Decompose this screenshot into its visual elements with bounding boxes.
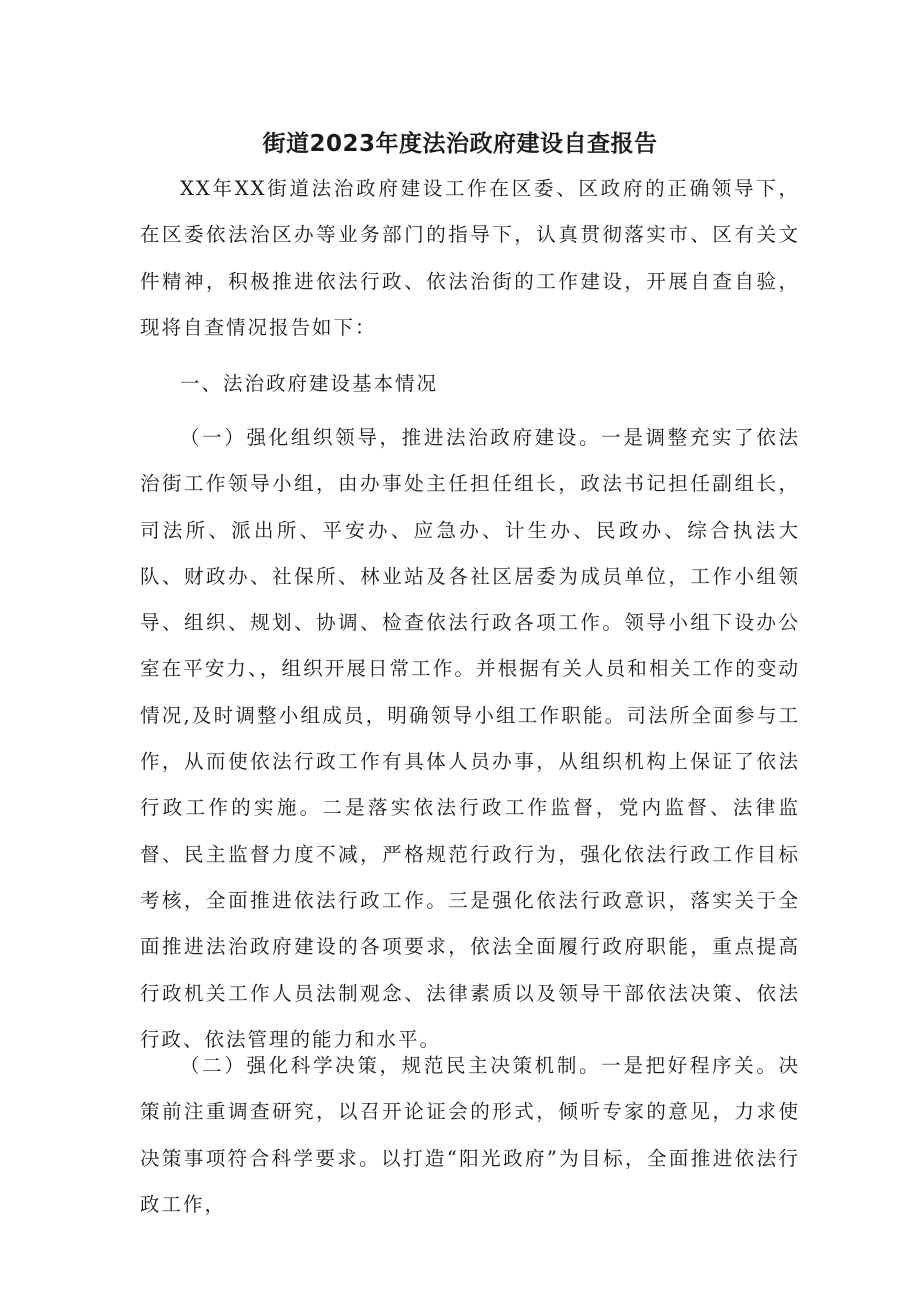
intro-paragraph: XX年XX街道法治政府建设工作在区委、区政府的正确领导下，在区委依法治区办等业务部门的指导下，认真贯彻落实市、区有关文件精神，积极推进依法行政、依法治街的工作建设，开展自查自验，现将自查情况报告如下： [140,177,800,339]
document-title: 街道2023年度法治政府建设自查报告 [262,131,658,157]
section-heading-1: 一、法治政府建设基本情况 [180,372,439,395]
subsection-paragraph-2: （二）强化科学决策，规范民主决策机制。一是把好程序关。决策前注重调查研究，以召开论证会的形式，倾听专家的意见，力求使决策事项符合科学要求。以打造“阳光政府”为目标，全面推进依法行政工作， [140,1054,800,1216]
subsection-paragraph-1: （一）强化组织领导，推进法治政府建设。一是调整充实了依法治街工作领导小组，由办事处主任担任组长，政法书记担任副组长，司法所、派出所、平安办、应急办、计生办、民政办、综合执法大队、财政办、社保所、林业站及各社区居委为成员单位，工作小组领导、组织、规划、协调、检查依法行政各项工作。领导小组下设办公室在平安力、，组织开展日常工作。并根据有关人员和相关工作的变动情况,及时调整小组成员，明确领导小组工作职能。司法所全面参与工作，从而使依法行政工作有具体人员办事，从组织机构上保证了依法行政工作的实施。二是落实依法行政工作监督，党内监督、法律监督、民主监督力度不减，严格规范行政行为，强化依法行政工作目标考核，全面推进依法行政工作。三是强化依法行政意识，落实关于全面推进法治政府建设的各项要求，依法全面履行政府职能，重点提高行政机关工作人员法制观念、法律素质以及领导干部依法决策、依法行政、依法管理的能力和水平。 [140,426,800,1051]
